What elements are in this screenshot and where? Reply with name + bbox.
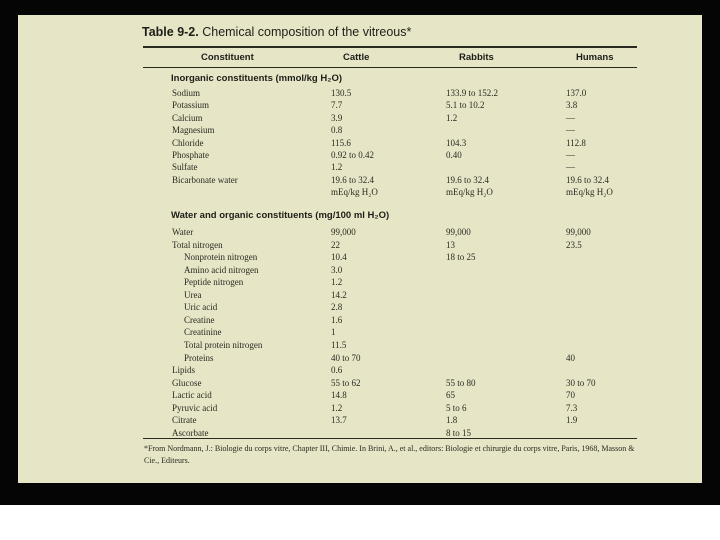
table-row [18, 276, 702, 288]
humans-cell: 112.8 [566, 137, 586, 148]
constituent-cell: Citrate [172, 415, 197, 426]
cattle-cell: 10.4 [331, 252, 347, 263]
column-header-cattle: Cattle [343, 52, 370, 63]
column-header-humans: Humans [576, 52, 614, 63]
constituent-cell: Calcium [172, 112, 203, 123]
constituent-cell: Glucose [172, 377, 202, 388]
cattle-cell: 1.2 [331, 277, 343, 288]
table-row [18, 87, 702, 99]
constituent-cell: Phosphate [172, 150, 209, 160]
column-header-rabbits: Rabbits [459, 52, 494, 63]
cattle-cell: 130.5 [331, 88, 352, 98]
header-rule [143, 67, 637, 68]
constituent-cell: Lactic acid [172, 390, 212, 401]
cattle-cell: 1.6 [331, 314, 343, 325]
table-row [18, 239, 702, 251]
rabbits-cell: 8 to 15 [446, 427, 472, 438]
rabbits-cell: 1.8 [446, 415, 458, 426]
rabbits-cell: 104.3 [446, 137, 467, 148]
constituent-cell: Water [172, 227, 194, 237]
humans-cell: 40 [566, 352, 575, 363]
cattle-cell: 14.8 [331, 390, 347, 401]
rabbits-cell: 99,000 [446, 227, 471, 237]
top-rule [143, 46, 637, 48]
constituent-cell: Total protein nitrogen [184, 339, 263, 350]
table-row [18, 112, 702, 124]
humans-cell: — [566, 125, 575, 136]
constituent-cell: Creatine [184, 314, 215, 325]
table-caption: Chemical composition of the vitreous* [202, 25, 412, 39]
cattle-cell: 3.0 [331, 264, 343, 275]
cattle-cell: 0.6 [331, 365, 343, 376]
constituent-cell: Potassium [172, 100, 210, 111]
table-row [18, 389, 702, 401]
humans-cell: — [566, 150, 575, 160]
cattle-cell: 11.5 [331, 339, 347, 350]
table-row [18, 124, 702, 136]
rabbits-cell: mEq/kg H₂O [446, 187, 493, 198]
bottom-rule [143, 438, 637, 439]
constituent-cell: Uric acid [184, 302, 218, 313]
humans-cell: 30 to 70 [566, 377, 596, 388]
rabbits-cell: 5 to 6 [446, 402, 467, 413]
constituent-cell: Ascorbate [172, 427, 209, 438]
humans-cell: 70 [566, 390, 575, 401]
humans-cell: 1.9 [566, 415, 578, 426]
table-row [18, 326, 702, 338]
constituent-cell: Nonprotein nitrogen [184, 252, 258, 263]
humans-cell: 23.5 [566, 239, 582, 250]
rabbits-cell: 133.9 to 152.2 [446, 88, 499, 98]
constituent-cell: Amino acid nitrogen [184, 264, 259, 275]
cattle-cell: 115.6 [331, 137, 351, 148]
table-row [18, 289, 702, 301]
footnote: *From Nordmann, J.: Biologie du corps vitre, Chapter III, Chimie. In Brini, A., et al., editors: Biologie et chirurgie du corps vitre, Paris, 1968, Masson & Cie., Editeurs. [144, 444, 635, 465]
table-row [18, 314, 702, 326]
constituent-cell: Chloride [172, 137, 204, 148]
section-heading-organic: Water and organic constituents (mg/100 ml H₂O) [171, 210, 390, 221]
table-number: Table 9-2. [142, 25, 199, 39]
table-row [18, 364, 702, 376]
table-row [18, 301, 702, 313]
rabbits-cell: 55 to 80 [446, 377, 476, 388]
table-row [18, 137, 702, 149]
humans-cell: 19.6 to 32.4 [566, 174, 610, 185]
constituent-cell: Pyruvic acid [172, 402, 218, 413]
constituent-cell: Creatinine [184, 327, 222, 338]
cattle-cell: 1.2 [331, 402, 343, 413]
rabbits-cell: 65 [446, 390, 455, 401]
constituent-cell: Lipids [172, 365, 196, 376]
table-row [18, 186, 702, 198]
humans-cell: 3.8 [566, 100, 578, 111]
table-row [18, 352, 702, 364]
constituent-cell: Sodium [172, 88, 201, 98]
table-row [18, 174, 702, 186]
table-row [18, 264, 702, 276]
humans-cell: — [566, 112, 575, 123]
constituent-cell: Bicarbonate water [172, 174, 238, 185]
constituent-cell: Urea [184, 289, 202, 300]
humans-cell: 7.3 [566, 402, 578, 413]
humans-cell: 99,000 [566, 227, 591, 237]
rabbits-cell: 0.40 [446, 150, 462, 160]
cattle-cell: 7.7 [331, 100, 343, 111]
cattle-cell: 19.6 to 32.4 [331, 174, 375, 185]
section-heading-inorganic: Inorganic constituents (mmol/kg H₂O) [171, 73, 343, 84]
table-row [18, 377, 702, 389]
table-row [18, 414, 702, 426]
cattle-cell: 2.8 [331, 302, 343, 313]
cattle-cell: 14.2 [331, 289, 347, 300]
rabbits-cell: 13 [446, 239, 455, 250]
cattle-cell: mEq/kg H₂O [331, 187, 378, 198]
column-header-constituent: Constituent [201, 52, 254, 63]
cattle-cell: 1 [331, 327, 336, 338]
table-row [18, 161, 702, 173]
constituent-cell: Peptide nitrogen [184, 277, 244, 288]
cattle-cell: 99,000 [331, 227, 356, 237]
constituent-cell: Proteins [184, 352, 214, 363]
table-row [18, 99, 702, 111]
constituent-cell: Sulfate [172, 162, 198, 173]
humans-cell: 137.0 [566, 88, 587, 98]
table-row [18, 339, 702, 351]
table-row [18, 402, 702, 414]
table-title [142, 25, 411, 39]
humans-cell: mEq/kg H₂O [566, 187, 613, 198]
cattle-cell: 3.9 [331, 112, 343, 123]
cattle-cell: 0.8 [331, 125, 343, 136]
humans-cell: — [566, 162, 575, 173]
constituent-cell: Magnesium [172, 125, 215, 136]
rabbits-cell: 18 to 25 [446, 252, 476, 263]
cattle-cell: 55 to 62 [331, 377, 361, 388]
cattle-cell: 22 [331, 239, 340, 250]
table-row [18, 149, 702, 161]
rabbits-cell: 5.1 to 10.2 [446, 100, 485, 111]
cattle-cell: 40 to 70 [331, 352, 361, 363]
table-row [18, 251, 702, 263]
rabbits-cell: 19.6 to 32.4 [446, 174, 490, 185]
scanned-table-page [18, 15, 702, 483]
rabbits-cell: 1.2 [446, 112, 458, 123]
table-row [18, 427, 702, 439]
table-row [18, 226, 702, 238]
cattle-cell: 1.2 [331, 162, 343, 173]
constituent-cell: Total nitrogen [172, 239, 223, 250]
cattle-cell: 0.92 to 0.42 [331, 150, 375, 160]
cattle-cell: 13.7 [331, 415, 347, 426]
